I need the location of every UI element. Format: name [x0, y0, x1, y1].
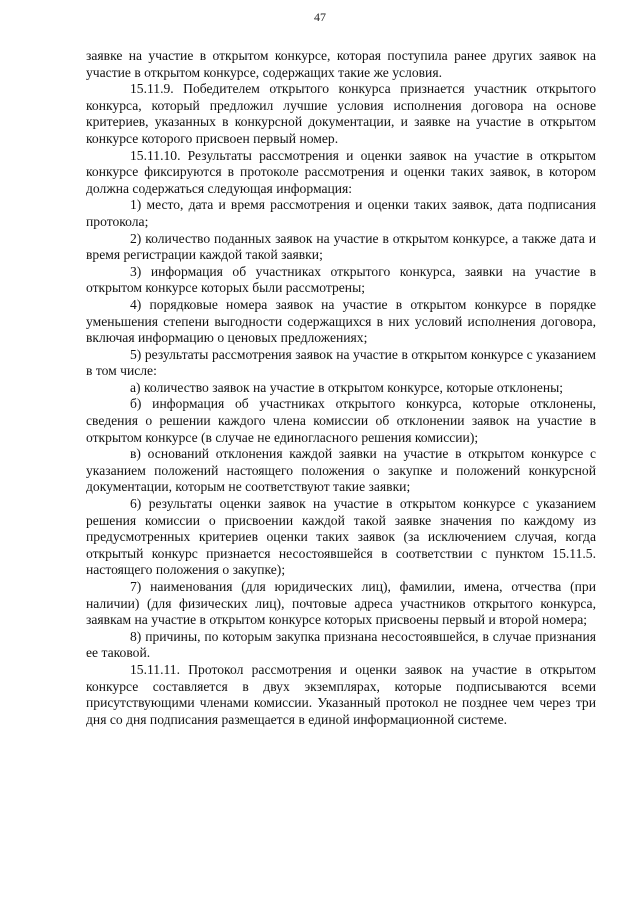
list-item-6: 6) результаты оценки заявок на участие в открытом конкурсе с указанием решения комиссии о присвоении каждой такой заявке значения по каждому из предусмотренных критериев оценки таких заявок (за исключением случая, когда открытый конкурс признается несостоявшейся в соответствии с пунктом 15.11.5. настоящего положения о закупке); [86, 496, 596, 578]
list-item-7: 7) наименования (для юридических лиц), фамилии, имена, отчества (при наличии) (для физических лиц), почтовые адреса участников открытого конкурса, заявкам на участие в открытом конкурсе которых присвоены первый и второй номера; [86, 579, 596, 628]
page-number: 47 [314, 10, 326, 24]
sub-item-b: б) информация об участниках открытого конкурса, которые отклонены, сведения о решении каждого члена комиссии об отклонении заявок на участие в открытом конкурсе (в случае не единогласного решения комиссии); [86, 396, 596, 445]
paragraph-continuation: заявке на участие в открытом конкурсе, которая поступила ранее других заявок на участие в открытом конкурсе, содержащих такие же условия. [86, 48, 596, 80]
document-body [86, 48, 596, 728]
sub-item-a: а) количество заявок на участие в открытом конкурсе, которые отклонены; [130, 379, 564, 395]
list-item-3: 3) информация об участниках открытого конкурса, заявки на участие в открытом конкурсе которых были рассмотрены; [86, 263, 596, 296]
list-item-8: 8) причины, по которым закупка признана несостоявшейся, в случае признания ее таковой. [86, 628, 596, 661]
list-item-5: 5) результаты рассмотрения заявок на участие в открытом конкурсе с указанием в том числе: [86, 346, 596, 379]
list-item-1: 1) место, дата и время рассмотрения и оценки таких заявок, дата подписания протокола; [86, 197, 596, 229]
paragraph-15-11-11: 15.11.11. Протокол рассмотрения и оценки заявок на участие в открытом конкурсе составляется в двух экземплярах, которые подписываются всеми присутствующими членами комиссии. Указанный протокол не позднее чем через три дня со дня подписания размещается в единой информационной системе. [86, 661, 596, 727]
list-item-4: 4) порядковые номера заявок на участие в открытом конкурсе в порядке уменьшения степени выгодности содержащихся в них условий исполнения договора, включая информацию о ценовых предложениях; [86, 296, 596, 346]
paragraph-15-11-9: 15.11.9. Победителем открытого конкурса признается участник открытого конкурса, который предложил лучшие условия исполнения договора на основе критериев, указанных в конкурсной документации, и заявке на участие в открытом конкурсе которого присвоен первый номер. [86, 81, 596, 146]
paragraph-15-11-10: 15.11.10. Результаты рассмотрения и оценки заявок на участие в открытом конкурсе фиксируются в протоколе рассмотрения и оценки таких заявок, в котором должна содержаться следующая информация: [86, 147, 596, 196]
sub-item-v: в) оснований отклонения каждой заявки на участие в открытом конкурсе с указанием положений настоящего положения о закупке и положений конкурсной документации, которым не соответствуют такие заявки; [86, 446, 596, 495]
list-item-2: 2) количество поданных заявок на участие в открытом конкурсе, а также дата и время регистрации каждой такой заявки; [86, 230, 596, 263]
